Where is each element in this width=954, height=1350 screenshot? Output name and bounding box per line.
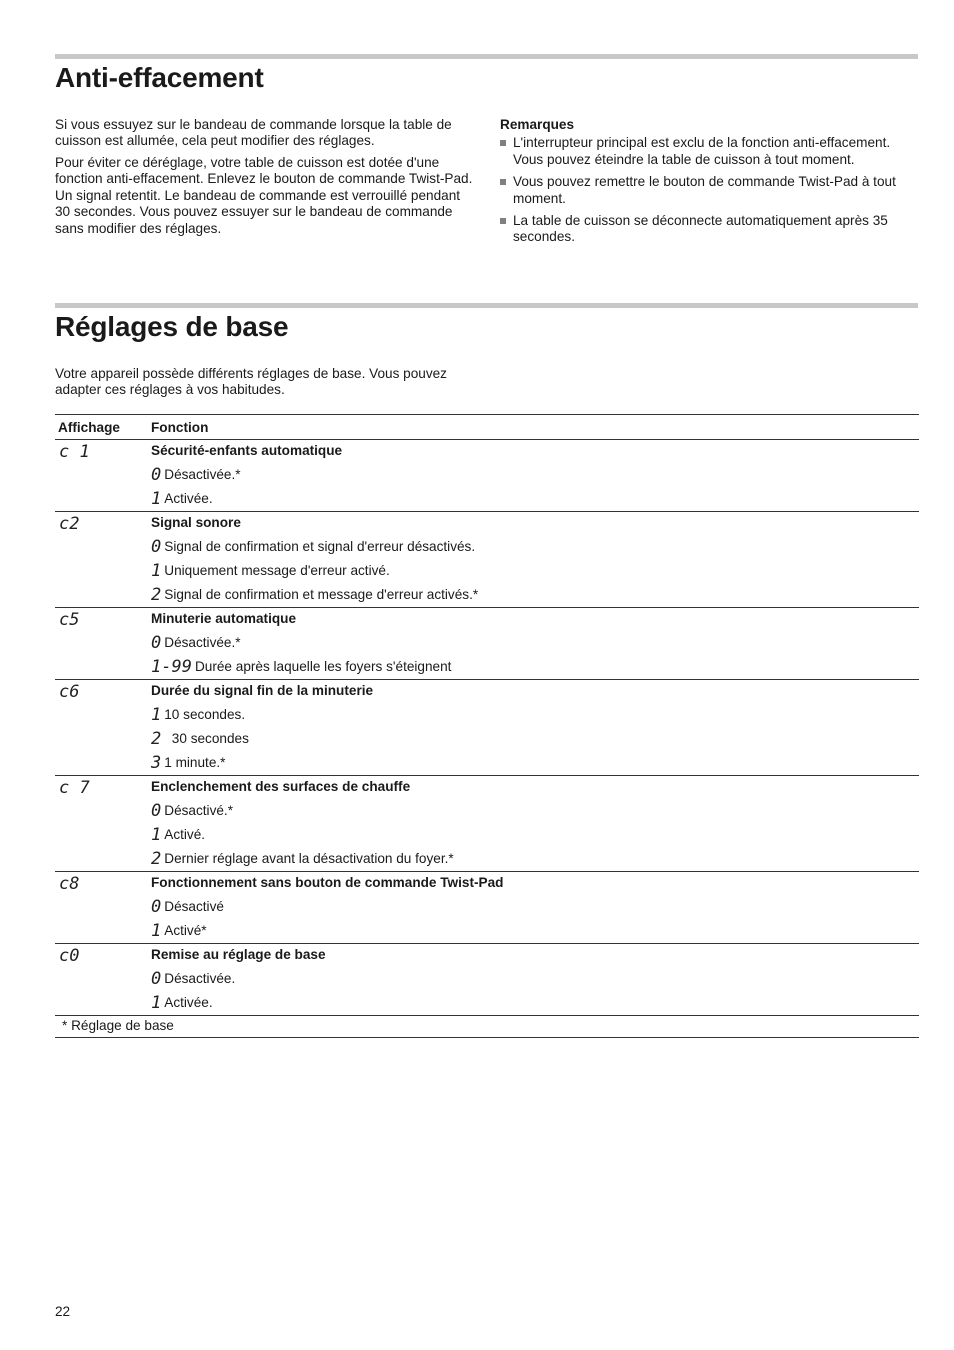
- display-code: c5: [59, 610, 80, 630]
- option-text: Activé*: [164, 923, 207, 938]
- remark-item: [500, 174, 918, 207]
- option-value: 1: [151, 705, 162, 725]
- option-text: Désactivé.*: [164, 803, 234, 818]
- function-title: Remise au réglage de base: [151, 947, 326, 962]
- option-text: Dernier réglage avant la désactivation du foyer.*: [164, 851, 454, 866]
- option-text: Désactivé: [164, 899, 224, 914]
- function-title: Minuterie automatique: [151, 611, 297, 626]
- option-line: [151, 847, 919, 871]
- option-line: [151, 919, 919, 943]
- function-cell: [151, 944, 919, 1015]
- remarks-block: [500, 117, 918, 252]
- function-cell: [151, 776, 919, 871]
- remarks-list: [500, 135, 918, 245]
- section-rule-middle: [55, 303, 918, 308]
- option-value: 0: [151, 801, 162, 821]
- remark-item: [500, 213, 918, 246]
- option-value: 1: [151, 561, 162, 581]
- option-text: 1 minute.*: [164, 755, 226, 770]
- option-line: [151, 487, 919, 511]
- option-line: [151, 535, 919, 559]
- function-title: Sécurité-enfants automatique: [151, 443, 343, 458]
- option-line: [151, 991, 919, 1015]
- option-value: 2: [151, 585, 162, 605]
- remark-item: [500, 135, 918, 168]
- option-line: [151, 895, 919, 919]
- bullet-square-icon: [500, 140, 506, 146]
- option-text: Uniquement message d'erreur activé.: [164, 563, 390, 578]
- option-text: Activée.: [164, 995, 213, 1010]
- display-code: c8: [59, 874, 80, 894]
- option-line: [151, 727, 919, 751]
- option-text: Désactivée.*: [164, 467, 241, 482]
- option-text: Désactivée.: [164, 971, 236, 986]
- display-code: c 7: [59, 778, 90, 798]
- remark-text: L'interrupteur principal est exclu de la fonction anti-effacement. Vous pouvez éteindre la table de cuisson à tout moment.: [513, 135, 891, 167]
- option-value: 0: [151, 537, 162, 557]
- option-line: [151, 583, 919, 607]
- page-number: 22: [55, 1304, 71, 1319]
- option-value: 0: [151, 897, 162, 917]
- option-value: 2: [151, 729, 162, 749]
- function-cell: [151, 872, 919, 943]
- header-fonction: Fonction: [151, 419, 209, 435]
- heading-reglages-de-base: Réglages de base: [55, 311, 289, 342]
- function-title: Signal sonore: [151, 515, 241, 530]
- option-text: Désactivée.*: [164, 635, 241, 650]
- settings-table: [55, 414, 919, 1038]
- option-line: [151, 703, 919, 727]
- option-text: Activée.: [164, 491, 213, 506]
- intro-paragraph: Votre appareil possède différents réglages de base. Vous pouvez adapter ces réglages à vos habitudes.: [55, 366, 447, 398]
- display-code: c6: [59, 682, 80, 702]
- table-body: [55, 440, 919, 1016]
- display-code: c0: [59, 946, 80, 966]
- option-text: Signal de confirmation et message d'erreur activés.*: [164, 587, 479, 602]
- table-row: [55, 608, 919, 680]
- remark-text: La table de cuisson se déconnecte automatiquement après 35 secondes.: [513, 213, 888, 245]
- option-line: [151, 631, 919, 655]
- option-text: 30 secondes: [164, 731, 249, 746]
- section-rule-top: [55, 54, 918, 59]
- table-row: [55, 440, 919, 512]
- function-title: Fonctionnement sans bouton de commande Twist-Pad: [151, 875, 504, 890]
- option-line: [151, 751, 919, 775]
- remark-text: Vous pouvez remettre le bouton de commande Twist-Pad à tout moment.: [513, 174, 896, 206]
- function-cell: [151, 608, 919, 679]
- table-row: [55, 680, 919, 776]
- option-line: [151, 655, 919, 679]
- function-cell: [151, 512, 919, 607]
- table-row: [55, 944, 919, 1016]
- option-value: 1: [151, 489, 162, 509]
- option-text: Durée après laquelle les foyers s'éteignent: [194, 659, 452, 674]
- function-title: Durée du signal fin de la minuterie: [151, 683, 374, 698]
- paragraph-1: Si vous essuyez sur le bandeau de commande lorsque la table de cuisson est allumée, cela peut modifier des réglages.: [55, 117, 452, 149]
- option-line: [151, 463, 919, 487]
- option-line: [151, 823, 919, 847]
- option-value: 0: [151, 465, 162, 485]
- option-text: Activé.: [164, 827, 206, 842]
- heading-anti-effacement: Anti-effacement: [55, 62, 264, 93]
- option-line: [151, 967, 919, 991]
- function-title: Enclenchement des surfaces de chauffe: [151, 779, 411, 794]
- option-value: 1: [151, 993, 162, 1013]
- remarks-title: Remarques: [500, 117, 575, 132]
- table-row: [55, 776, 919, 872]
- option-line: [151, 799, 919, 823]
- option-line: [151, 559, 919, 583]
- option-value: 1: [151, 825, 162, 845]
- function-cell: [151, 440, 919, 511]
- table-header: [55, 415, 919, 440]
- table-footnote: * Réglage de base: [55, 1016, 919, 1038]
- display-code: c 1: [59, 442, 90, 462]
- table-row: [55, 512, 919, 608]
- option-text: Signal de confirmation et signal d'erreur désactivés.: [164, 539, 476, 554]
- header-affichage: Affichage: [58, 419, 120, 435]
- bullet-square-icon: [500, 179, 506, 185]
- function-cell: [151, 680, 919, 775]
- option-value: 0: [151, 969, 162, 989]
- display-code: c2: [59, 514, 80, 534]
- option-value: 0: [151, 633, 162, 653]
- option-value: 2: [151, 849, 162, 869]
- option-value: 1-99: [151, 657, 192, 677]
- option-value: 1: [151, 921, 162, 941]
- table-row: [55, 872, 919, 944]
- bullet-square-icon: [500, 218, 506, 224]
- option-text: 10 secondes.: [164, 707, 246, 722]
- paragraph-2: Pour éviter ce déréglage, votre table de cuisson est dotée d'une fonction anti-effacement. Enlevez le bouton de commande Twist-Pad. Un signal retentit. Le bandeau de commande est verrouillé pendant 30 secondes. Vous pouvez essuyer sur le bandeau de commande sans modifier des réglages.: [55, 155, 473, 236]
- option-value: 3: [151, 753, 162, 773]
